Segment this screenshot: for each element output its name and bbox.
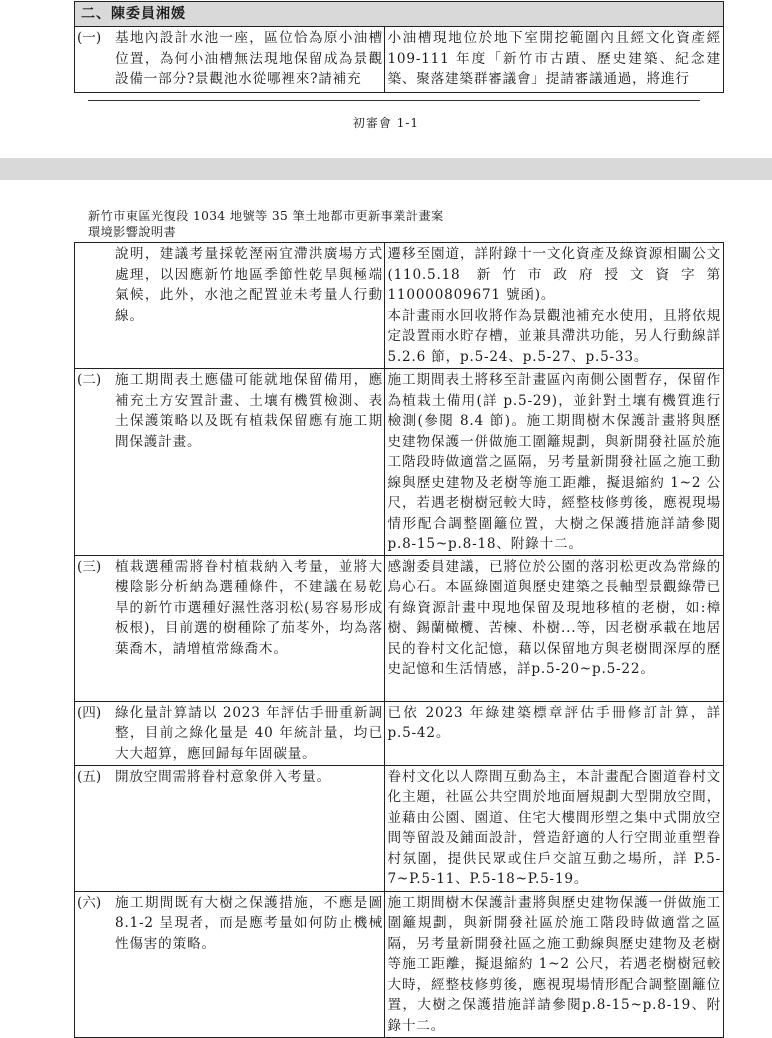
response-text: 本計畫雨水回收將作為景觀池補充水使用，且將依規定設置雨水貯存槽，並兼具滯洪功能，另人行動線詳 5.2.6 節，p.5-24、p.5-27、p.5-33。 bbox=[387, 307, 727, 365]
response-text: 遷移至園道，詳附錄十一文化資產及綠資源相關公文 (110.5.18 新竹市政府授文資字第110000809671 號函)。 bbox=[387, 246, 727, 303]
review-table-page-1 bbox=[74, 1, 727, 93]
table-row bbox=[75, 243, 724, 369]
document-header-subtitle: 環境影響說明書 bbox=[88, 225, 177, 239]
table-row bbox=[75, 555, 724, 701]
item-number: (四) bbox=[77, 704, 102, 721]
comment-text: 綠化量計算請以 2023 年評估手冊重新調整，目前之綠化量是 40 年統計量，均已大大超算，應回歸每年固碳量。 bbox=[115, 704, 383, 762]
page-footer: 初審會 1-1 bbox=[352, 116, 420, 130]
response-text: 感謝委員建議，已將位於公園的落羽松更改為常綠的烏心石。本區綠園道與歷史建築之長軸型景觀綠帶已有綠資源計畫中現地保留及現地移植的老樹，如:樟樹、錫蘭橄欖、苦楝、朴樹...等，因老樹承載在地居民的眷村文化記憶，藉以保留地方與老樹間深厚的歷史記憶和生活情感，詳p.5-20~p.5-22。 bbox=[387, 558, 721, 677]
review-table-page-2 bbox=[74, 242, 727, 1038]
response-text: 施工期間樹木保護計畫將與歷史建物保護一併做施工圍籬規劃，與新開發社區於施工階段時做適當之區隔，另考量新開發社區之施工動線與歷史建物及老樹等施工距離，擬退縮約 1~2 公尺，若遇老樹樹冠較大時，經整枝修剪後，應視現場情形配合調整圍籬位置，大樹之保護措施詳請參閱p.8-15~p.8-19、附錄十二。 bbox=[387, 894, 721, 1034]
item-number: (五) bbox=[77, 768, 102, 785]
table-row bbox=[75, 369, 724, 556]
comment-text: 施工期間表土應儘可能就地保留備用，應補充土方安置計畫、土壤有機質檢測、表土保護策略以及既有植栽保留應有施工期間保護計畫。 bbox=[115, 372, 383, 450]
comment-text: 施工期間既有大樹之保護措施，不應是圖 8.1-2 呈現者，而是應考量如何防止機械性傷害的策略。 bbox=[115, 894, 389, 952]
response-text: 施工期間表土將移至計畫區內南側公園暫存，保留作為植栽土備用(詳 p.5-29)，並針對土壤有機質進行檢測(參閱 8.4 節)。施工期間樹木保護計畫將與歷史建物保護一併做施工圍籬規劃，與新開發社區於施工階段時做適當之區隔，另考量新開發社區之施工動線與歷史建物及老樹等施工距離，擬退縮約 1~2 公尺，若遇老樹樹冠較大時，經整枝修剪後，應視現場情形配合調整圍籬位置，大樹之保護措施詳請參閱 p.8-15~p.8-18、附錄十二。 bbox=[387, 372, 727, 552]
document-header-title: 新竹市東區光復段 1034 地號等 35 筆土地都市更新事業計畫案 bbox=[88, 209, 444, 223]
response-text: 已依 2023 年綠建築標章評估手冊修訂計算，詳p.5-42。 bbox=[387, 704, 721, 741]
comment-text: 基地內設計水池一座，區位恰為原小油槽位置，為何小油槽無法現地保留成為景觀設備一部分?景觀池水從哪裡來?請補充 bbox=[115, 30, 383, 87]
table-row bbox=[75, 765, 724, 891]
page-gap bbox=[0, 158, 772, 180]
response-text: 小油槽現地位於地下室開挖範圍內且經文化資產經 109-111 年度「新竹市古蹟、歷史建築、紀念建築、聚落建築群審議會」提請審議通過，將進行 bbox=[387, 30, 727, 87]
item-number: (六) bbox=[77, 894, 102, 911]
table-row bbox=[75, 891, 724, 1037]
document-page-2 bbox=[0, 180, 772, 1034]
table-row bbox=[75, 27, 724, 93]
comment-text: 說明，建議考量採乾溼兩宜滯洪廣場方式處理，以因應新竹地區季節性乾旱與極端氣候，此外，水池之配置並未考量人行動線。 bbox=[115, 246, 383, 324]
page-divider-line bbox=[88, 100, 700, 101]
table-row bbox=[75, 701, 724, 765]
comment-text: 植栽選種需將眷村植栽納入考量，並將大樓陰影分析納為選種條件，不建議在易乾旱的新竹市選種好濕性落羽松(易容易形成板根)，目前選的樹種除了茄苳外，均為落葉喬木，請增植常綠喬木。 bbox=[115, 558, 383, 657]
document-page-1 bbox=[0, 0, 772, 158]
item-number: (三) bbox=[77, 558, 102, 575]
response-text: 眷村文化以人際間互動為主，本計畫配合園道眷村文化主題，社區公共空間於地面層規劃大型開放空間，並藉由公園、園道、住宅大樓間形塑之集中式開放空間等留設及鋪面設計，營造舒適的人行空間並重塑眷村氛圍，提供民眾或住戶交誼互動之場所，詳 P.5-7~P.5-11、P.5-18~P.5-19。 bbox=[387, 768, 721, 887]
section-title: 二、陳委員湘媛 bbox=[75, 2, 724, 27]
item-number: (一) bbox=[77, 30, 102, 46]
comment-text: 開放空間需將眷村意象併入考量。 bbox=[115, 768, 331, 785]
item-number: (二) bbox=[77, 372, 102, 388]
